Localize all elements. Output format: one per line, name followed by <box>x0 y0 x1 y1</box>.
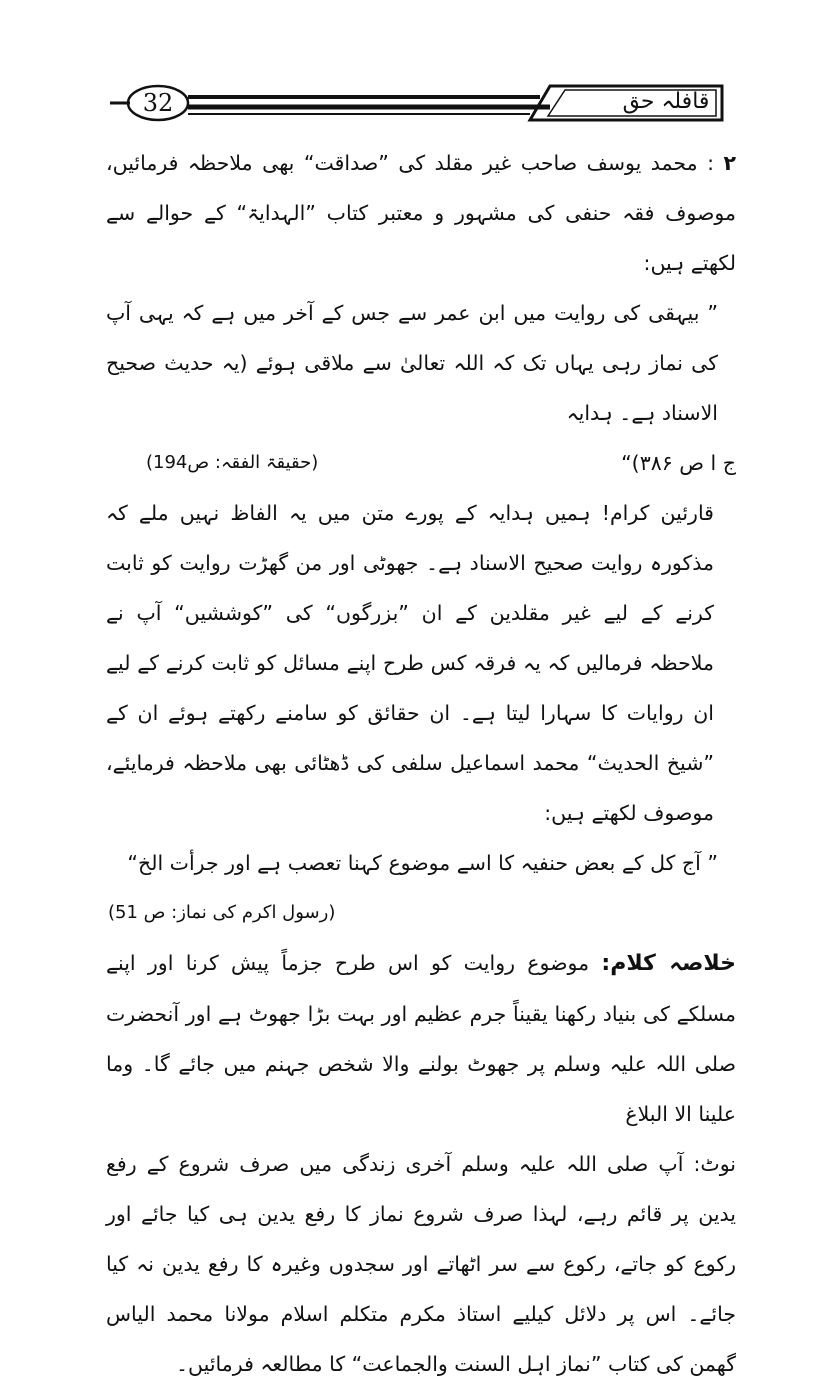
note-text: نوٹ: آپ صلی اللہ علیہ وسلم آخری زندگی میں صرف شروع کے رفع یدین پر قائم رہے، لہذا صرف شروع نماز کا رفع یدین ہی کیا جائے اور رکوع کو جاتے، رکوع سے سر اٹھاتے اور سجدوں وغیرہ کا رفع یدین نہ کیا جائے۔ اس پر دلائل کیلیے استاذ مکرم متکلم اسلام مولانا محمد الیاس گھمن کی کتاب ”نماز اہل السنت والجماعت“ کا مطالعہ فرمائیں۔ <box>106 1152 736 1376</box>
note-paragraph <box>106 1139 736 1389</box>
conclusion-heading: خلاصہ کلام: <box>601 951 736 976</box>
paragraph-2-text: قارئین کرام! ہمیں ہدایہ کے پورے متن میں یہ الفاظ نہیں ملے کہ مذکورہ روایت صحیح الاسناد ہے۔ جھوٹی اور من گھڑت روایت کو ثابت کرنے کے لیے غیر مقلدین کے ان ”بزرگوں“ کی ”کوششیں“ آپ نے ملاحظہ فرمالیں کہ یہ فرقہ کس طرح اپنے مسائل کو ثابت کرنے کے لیے ان روایات کا سہارا لیتا ہے۔ ان حقائق کو سامنے رکھتے ہوئے ان کے ”شیخ الحدیث“ محمد اسماعیل سلفی کی ڈھٹائی بھی ملاحظہ فرمایئے، موصوف لکھتے ہیں: <box>106 501 714 825</box>
quote-2-reference-line <box>106 888 736 938</box>
paragraph-1 <box>106 138 736 288</box>
page-header <box>110 80 730 126</box>
quote-1-end: ج ا ص ۳۸۶)“ <box>621 451 736 475</box>
quote-2-reference: (رسول اکرم کی نماز: ص 51) <box>108 902 336 923</box>
quote-2 <box>106 838 736 888</box>
conclusion-text: موضوع روایت کو اس طرح جزماً پیش کرنا اور اپنے مسلکے کی بنیاد رکھنا یقیناً جرم عظیم اور بہت بڑا جھوٹ ہے اور آنحضرت صلی اللہ علیہ وسلم پر جھوٹ بولنے والا شخص جہنم میں جائے گا۔ وما علینا الا البلاغ <box>106 951 736 1126</box>
quote-2-text: ” آج کل کے بعض حنفیہ کا اسے موضوع کہنا تعصب ہے اور جرأت الخ“ <box>127 851 718 875</box>
page-body <box>106 138 736 1389</box>
quote-1 <box>106 288 736 438</box>
quote-1-text: ” بیہقی کی روایت میں ابن عمر سے جس کے آخر میں ہے کہ یہی آپ کی نماز رہی یہاں تک کہ اللہ تعالیٰ سے ملاقی ہوئے (یہ حدیث صحیح الاسناد ہے۔ ہدایہ <box>106 301 718 425</box>
conclusion-paragraph <box>106 938 736 1139</box>
quote-1-reference: (حقیقۃ الفقہ: ص194) <box>146 452 319 473</box>
page-number: 32 <box>142 89 174 117</box>
paragraph-1-text: : محمد یوسف صاحب غیر مقلد کی ”صداقت“ بھی ملاحظہ فرمائیں، موصوف فقہ حنفی کی مشہور و معتبر کتاب ”الہدایۃ“ کے حوالے سے لکھتے ہیں: <box>106 151 736 275</box>
paragraph-2 <box>106 488 736 838</box>
item-number: ۲ <box>723 151 736 175</box>
brand-title: قافلہ حق <box>622 89 710 114</box>
quote-1-end-line <box>106 438 736 488</box>
